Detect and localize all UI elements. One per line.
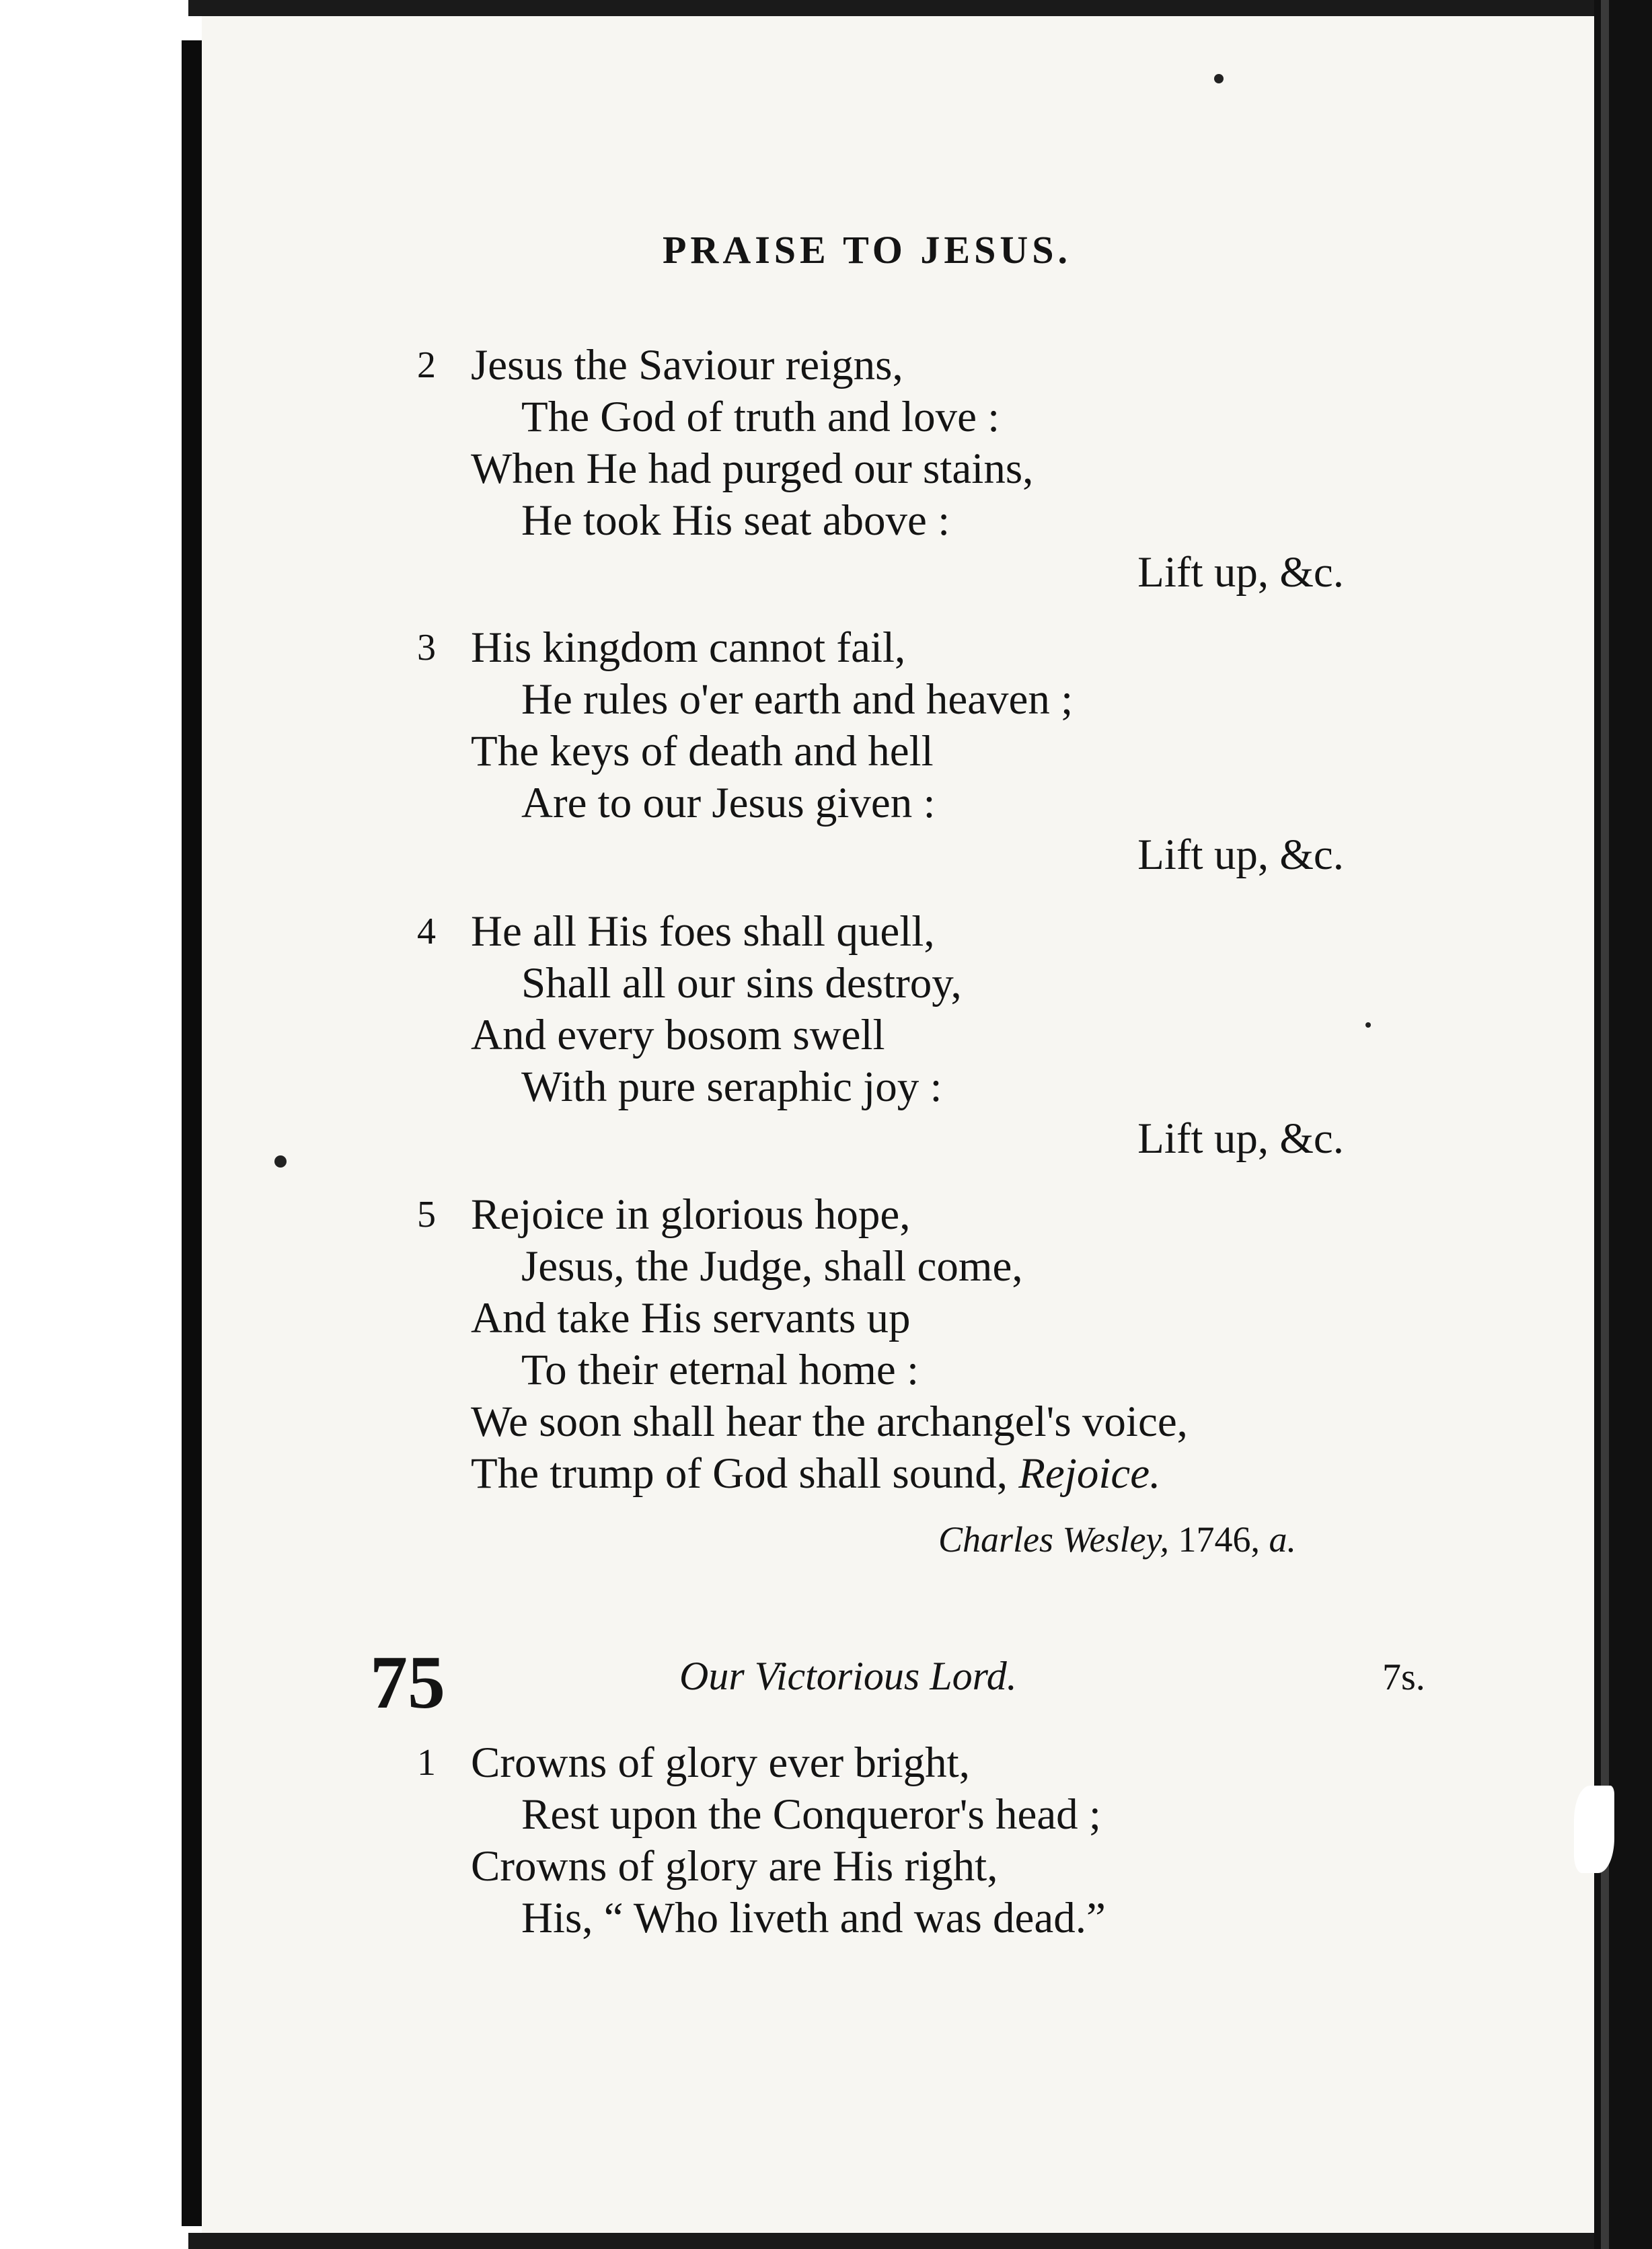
stanza-closing-line (471, 1448, 1160, 1500)
facing-page-margin (0, 0, 188, 2249)
stanza-number: 5 (417, 1194, 436, 1235)
attribution-year: 1746, (1178, 1519, 1260, 1560)
scan-right-border-inner (1601, 0, 1609, 2249)
stanza-line (417, 443, 1413, 495)
stanza-number: 4 (417, 911, 436, 952)
hymn-number: 75 (370, 1641, 445, 1724)
stanza-line (417, 906, 1413, 958)
stanza-line (417, 777, 1413, 829)
stanza-line (417, 1448, 1413, 1500)
stanza-line-text: Rest upon the Conqueror's head ; (521, 1790, 1101, 1839)
stanza-3 (417, 622, 1413, 881)
hymn-attribution (938, 1519, 1296, 1560)
stanza-line-text: And every bosom swell (471, 1011, 885, 1059)
stanza-line (417, 1241, 1413, 1293)
stanza-number: 2 (417, 344, 436, 386)
stanza-line-text: He took His seat above : (521, 496, 950, 545)
stanza-line-text: And take His servants up (471, 1294, 911, 1342)
stanza-line-text: Shall all our sins destroy, (521, 959, 962, 1007)
page-tear-mark (1574, 1786, 1614, 1873)
stanza-line (417, 547, 1413, 599)
stanza-line-text: When He had purged our stains, (471, 445, 1034, 493)
stanza-line-text: With pure seraphic joy : (521, 1063, 942, 1111)
attribution-note: a. (1269, 1519, 1296, 1560)
stanza-number: 1 (417, 1742, 436, 1784)
scan-bottom-border (188, 2233, 1652, 2249)
stanza-line (417, 1189, 1413, 1241)
stanza-line (417, 726, 1413, 777)
stanza-line (417, 391, 1413, 443)
stanza-line (417, 1789, 1413, 1841)
stanza-line-text: Rejoice in glorious hope, (471, 1190, 911, 1239)
stanza-line (417, 622, 1413, 674)
closing-word: Rejoice. (1018, 1449, 1161, 1498)
stanza-line-text: Are to our Jesus given : (521, 779, 936, 827)
stanza-line-text: To their eternal home : (521, 1346, 919, 1394)
refrain-cue: Lift up, &c. (1137, 1114, 1344, 1163)
stanza-line-text: Crowns of glory ever bright, (471, 1739, 970, 1787)
stanza-line (417, 340, 1413, 391)
stanza-line-text: We soon shall hear the archangel's voice, (471, 1398, 1188, 1446)
stanza-line-text: Jesus, the Judge, shall come, (521, 1242, 1023, 1291)
stanza-line (417, 1293, 1413, 1344)
book-gutter (182, 40, 202, 2226)
stanza-5 (417, 1189, 1413, 1500)
stanza-4 (417, 906, 1413, 1165)
stanza-line (417, 1893, 1413, 1944)
stanza-line (417, 1009, 1413, 1061)
hymn-meter: 7s. (1382, 1656, 1425, 1698)
stanza-line-text: He all His foes shall quell, (471, 907, 935, 956)
stanza-line (417, 1737, 1413, 1789)
speck-mark (1214, 74, 1224, 83)
hymn-75-stanza-1 (417, 1737, 1413, 1944)
stanza-line (417, 674, 1413, 726)
stanza-line (417, 829, 1413, 881)
running-title: PRAISE TO JESUS. (663, 228, 1072, 272)
refrain-cue: Lift up, &c. (1137, 831, 1344, 879)
stanza-line-text: The trump of God shall sound, (471, 1449, 1008, 1498)
stanza-line-text: The keys of death and hell (471, 727, 934, 775)
stanza-line (417, 1841, 1413, 1893)
stanza-line-text: The God of truth and love : (521, 393, 1000, 441)
stanza-line-text: Crowns of glory are His right, (471, 1842, 998, 1891)
scan-top-border (188, 0, 1652, 16)
stanza-line (417, 1113, 1413, 1165)
refrain-cue: Lift up, &c. (1137, 548, 1344, 597)
stanza-line-text: He rules o'er earth and heaven ; (521, 675, 1074, 724)
speck-mark (274, 1155, 287, 1168)
stanza-line-text: His, “ Who liveth and was dead.” (521, 1894, 1106, 1942)
stanza-line (417, 1061, 1413, 1113)
stanza-line (417, 1396, 1413, 1448)
stanza-2 (417, 340, 1413, 599)
stanza-line (417, 958, 1413, 1009)
author-name: Charles Wesley, (938, 1519, 1169, 1560)
hymn-title: Our Victorious Lord. (679, 1654, 1017, 1698)
stanza-line (417, 1344, 1413, 1396)
stanza-line (417, 495, 1413, 547)
stanza-line-text: Jesus the Saviour reigns, (471, 341, 903, 389)
stanza-number: 3 (417, 627, 436, 669)
stanza-line-text: His kingdom cannot fail, (471, 623, 906, 672)
